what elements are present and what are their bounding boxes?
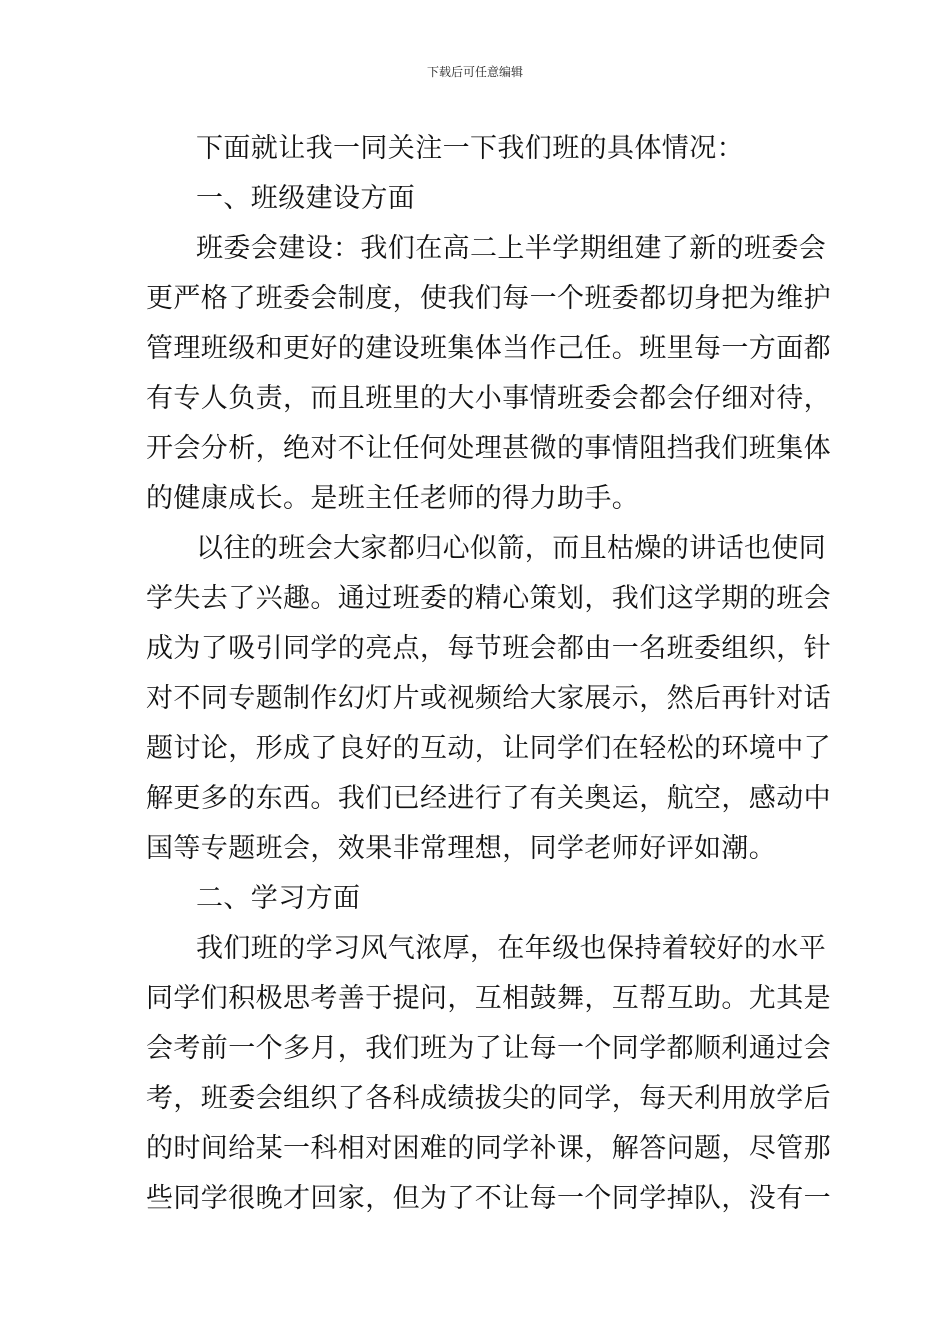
- paragraph-line: 同学们积极思考善于提问，互相鼓舞，互帮互助。尤其是: [146, 983, 831, 1014]
- paragraph-line: 的时间给某一科相对困难的同学补课，解答问题，尽管那: [146, 1133, 831, 1164]
- paragraph-line: 解更多的东西。我们已经进行了有关奥运，航空，感动中: [146, 783, 831, 814]
- paragraph-line: 考，班委会组织了各科成绩拔尖的同学，每天利用放学后: [146, 1083, 831, 1114]
- paragraph-line: 更严格了班委会制度，使我们每一个班委都切身把为维护: [146, 283, 831, 314]
- intro-line: 下面就让我一同关注一下我们班的具体情况：: [196, 133, 744, 164]
- paragraph-line: 国等专题班会，效果非常理想，同学老师好评如潮。: [146, 833, 777, 864]
- paragraph-line: 管理班级和更好的建设班集体当作己任。班里每一方面都: [146, 333, 831, 364]
- paragraph-line: 些同学很晚才回家，但为了不让每一个同学掉队，没有一: [146, 1183, 831, 1214]
- paragraph-line: 学失去了兴趣。通过班委的精心策划，我们这学期的班会: [146, 583, 831, 614]
- section-heading-class-building: 一、班级建设方面: [196, 183, 416, 214]
- paragraph-line: 会考前一个多月，我们班为了让每一个同学都顺利通过会: [146, 1033, 831, 1064]
- page-header-note: 下载后可任意编辑: [426, 65, 523, 79]
- paragraph-line: 成为了吸引同学的亮点，每节班会都由一名班委组织，针: [146, 633, 831, 664]
- section-heading-study: 二、学习方面: [196, 883, 361, 914]
- paragraph-line: 的健康成长。是班主任老师的得力助手。: [146, 483, 640, 514]
- paragraph-line: 我们班的学习风气浓厚，在年级也保持着较好的水平: [196, 933, 827, 964]
- paragraph-line: 有专人负责，而且班里的大小事情班委会都会仔细对待，: [146, 383, 831, 414]
- paragraph-line: 对不同专题制作幻灯片或视频给大家展示，然后再针对话: [146, 683, 831, 714]
- paragraph-line: 班委会建设：我们在高二上半学期组建了新的班委会: [196, 233, 827, 264]
- paragraph-line: 题讨论，形成了良好的互动，让同学们在轻松的环境中了: [146, 733, 831, 764]
- paragraph-line: 以往的班会大家都归心似箭，而且枯燥的讲话也使同: [196, 533, 827, 564]
- paragraph-line: 开会分析，绝对不让任何处理甚微的事情阻挡我们班集体: [146, 433, 831, 464]
